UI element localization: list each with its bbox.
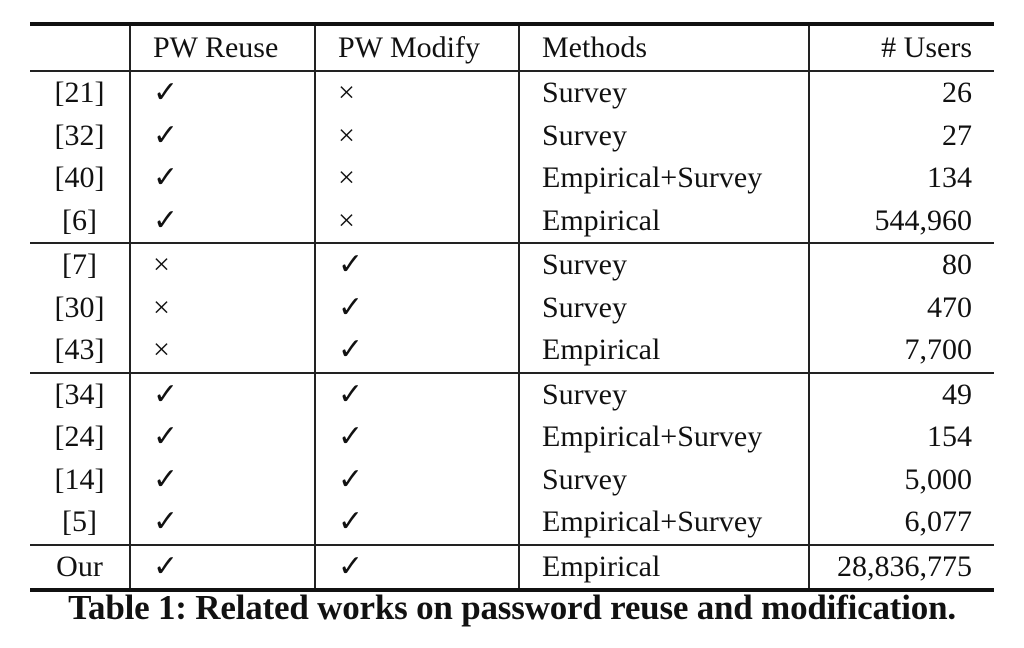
cell-method: Survey [519, 71, 809, 115]
cell-method: Empirical+Survey [519, 416, 809, 459]
cell-method: Empirical [519, 545, 809, 591]
cell-users: 470 [927, 290, 972, 324]
cell-pw-modify: × [315, 115, 519, 158]
cell-reference: [43] [30, 329, 130, 373]
table-header-row [30, 24, 994, 71]
header-methods: Methods [519, 24, 809, 71]
table-row [30, 545, 994, 591]
cell-pw-reuse: ✓ [130, 200, 315, 244]
cell-users: 80 [809, 243, 994, 287]
cell-reference: [21] [30, 71, 130, 115]
cell-pw-modify: ✓ [315, 287, 519, 330]
cell-reference: Our [30, 545, 130, 591]
cell-users: 26 [942, 76, 972, 110]
cell-pw-reuse: ✓ [130, 545, 315, 591]
cell-pw-modify: ✓ [315, 329, 519, 373]
table-row [30, 115, 994, 158]
cell-method: Survey [519, 459, 809, 502]
cell-reference: [7] [30, 243, 130, 287]
cell-pw-reuse: ✓ [130, 115, 315, 158]
cell-users: 134 [927, 161, 972, 195]
table-row [30, 373, 994, 417]
cell-reference: [30] [30, 287, 130, 330]
cell-reference: [34] [30, 373, 130, 417]
cell-reference: [6] [30, 200, 130, 244]
cell-pw-reuse: ✓ [130, 71, 315, 115]
cell-pw-reuse: ✓ [130, 416, 315, 459]
table-row [30, 459, 994, 502]
cell-method: Empirical+Survey [519, 157, 809, 200]
cell-method: Survey [519, 287, 809, 330]
cell-users: 7,700 [904, 333, 972, 367]
cell-method: Empirical+Survey [519, 501, 809, 545]
cell-users: 49 [809, 373, 994, 417]
header-pw-modify: PW Modify [315, 24, 519, 71]
related-works-table [30, 22, 994, 592]
cell-pw-reuse: ✓ [130, 459, 315, 502]
header-pw-reuse: PW Reuse [130, 24, 315, 71]
table-row [30, 329, 994, 373]
cell-users: 28,836,775 [809, 545, 994, 591]
cell-method: Survey [519, 115, 809, 158]
cell-pw-modify: ✓ [315, 243, 519, 287]
cell-pw-reuse: × [130, 287, 315, 330]
table-row [30, 71, 994, 115]
related-works-table-container [30, 22, 994, 592]
cell-pw-modify: ✓ [315, 501, 519, 545]
cell-reference: [40] [30, 157, 130, 200]
cell-pw-reuse: ✓ [130, 157, 315, 200]
cell-pw-reuse: ✓ [130, 373, 315, 417]
table-body [30, 71, 994, 590]
cell-users: 544,960 [874, 203, 972, 237]
cell-pw-reuse: × [130, 329, 315, 373]
header-users: # Users [809, 24, 994, 71]
cell-reference: [14] [30, 459, 130, 502]
cell-reference: [32] [30, 115, 130, 158]
cell-method: Empirical [519, 200, 809, 244]
table-row [30, 200, 994, 244]
table-row [30, 416, 994, 459]
cell-reference: [24] [30, 416, 130, 459]
table-row [30, 157, 994, 200]
cell-pw-modify: × [315, 157, 519, 200]
header-ref [30, 24, 130, 71]
cell-pw-modify: ✓ [315, 545, 519, 591]
cell-method: Survey [519, 373, 809, 417]
cell-reference: [5] [30, 501, 130, 545]
cell-pw-modify: × [315, 200, 519, 244]
table-row [30, 287, 994, 330]
cell-pw-modify: ✓ [315, 459, 519, 502]
cell-pw-modify: × [315, 71, 519, 115]
cell-pw-reuse: × [130, 243, 315, 287]
cell-method: Survey [519, 243, 809, 287]
cell-users: 6,077 [904, 505, 972, 539]
table-row [30, 243, 994, 287]
cell-method: Empirical [519, 329, 809, 373]
cell-pw-modify: ✓ [315, 416, 519, 459]
cell-users: 154 [927, 420, 972, 454]
table-row [30, 501, 994, 545]
cell-pw-reuse: ✓ [130, 501, 315, 545]
table-caption: Table 1: Related works on password reuse and modification. [68, 588, 956, 627]
cell-users: 27 [942, 118, 972, 152]
cell-users: 5,000 [904, 462, 972, 496]
cell-pw-modify: ✓ [315, 373, 519, 417]
